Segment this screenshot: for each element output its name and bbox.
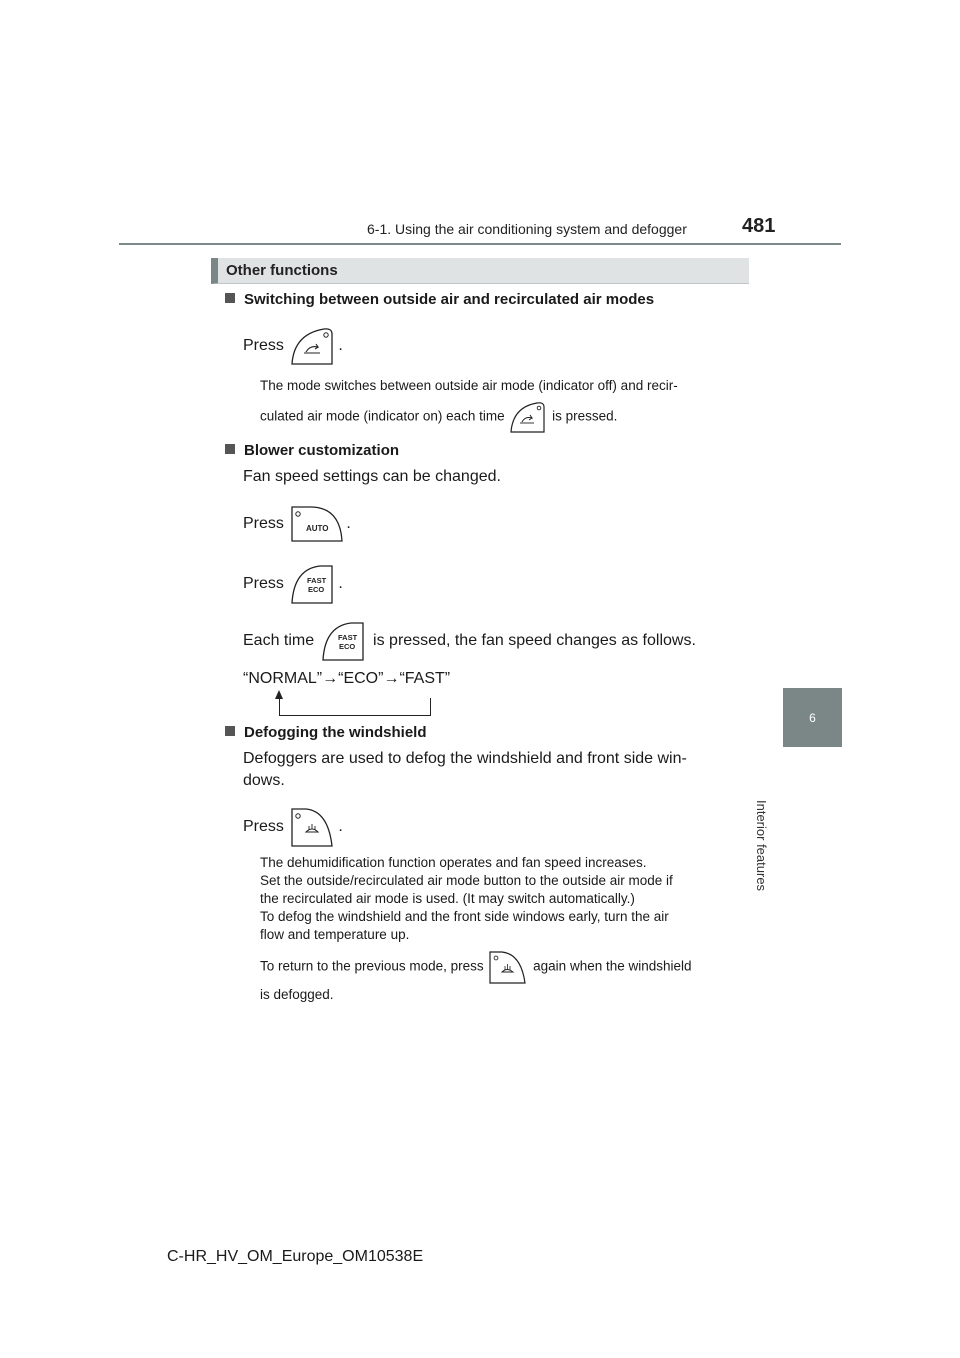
each-time-a: Each time [243,632,315,650]
recirc-note-2b: is pressed. [552,408,618,424]
press-label: Press [243,515,284,533]
section-title-bar [211,258,749,284]
period: . [338,575,343,593]
blower-press-auto [243,504,351,544]
fast-eco-button-icon-2 [319,620,369,662]
fan-speed-sequence: “NORMAL”→“ECO”→“FAST” [243,670,451,687]
defog-return-line-2: is defogged. [260,987,334,1002]
windshield-defogger-button-icon-small [487,949,529,985]
defog-intro-1: Defoggers are used to defog the windshield and front side win- [243,750,687,767]
defog-note-3: the recirculated air mode is used. (It may switch automatically.) [260,891,635,906]
section-title: Other functions [226,262,338,279]
recirc-note-2 [260,400,617,434]
eco-label: ECO [308,585,325,594]
running-header: 6-1. Using the air conditioning system and defogger [367,221,687,237]
sequence-loop-line [279,698,431,716]
defog-note-2: Set the outside/recirculated air mode button to the outside air mode if [260,873,673,888]
period: . [346,515,351,533]
defog-note-1: The dehumidification function operates and fan speed increases. [260,855,647,870]
defog-press-line [243,806,343,848]
return-b: again when the windshield [533,958,692,974]
blower-each-time [243,620,696,662]
bullet-square-icon [225,726,235,736]
blower-intro: Fan speed settings can be changed. [243,468,501,485]
header-rule [119,243,841,245]
defog-note-5: flow and temperature up. [260,927,410,942]
blower-heading [225,442,399,459]
page-number: 481 [742,215,776,237]
recirc-heading-text: Switching between outside air and recirculated air modes [244,291,655,308]
eco-label: ECO [338,642,355,651]
fast-label: FAST [307,576,327,585]
defog-intro-2: dows. [243,772,285,789]
blower-heading-text: Blower customization [244,442,400,459]
bullet-square-icon [225,293,235,303]
defog-heading-text: Defogging the windshield [244,724,427,741]
period: . [338,337,343,355]
defog-note-4: To defog the windshield and the front side windows early, turn the air [260,909,669,924]
press-label: Press [243,818,284,836]
each-time-b: is pressed, the fan speed changes as follows. [373,632,696,650]
auto-button-label: AUTO [306,524,329,533]
sequence-loop-arrow-icon [275,690,283,699]
recirc-heading [225,291,654,308]
fast-eco-button-icon [288,563,338,605]
windshield-defogger-button-icon [288,806,338,848]
defog-return-line [260,949,692,985]
bullet-square-icon [225,444,235,454]
chapter-label: Interior features [754,800,769,892]
return-a: To return to the previous mode, press [260,958,484,974]
recirculation-button-icon [288,326,338,366]
chapter-number: 6 [809,711,816,725]
blower-press-fasteco [243,563,343,605]
press-label: Press [243,337,284,355]
period: . [338,818,343,836]
press-label: Press [243,575,284,593]
auto-button-icon [288,504,346,544]
recirculation-button-icon-small [508,400,548,434]
recirc-note-1: The mode switches between outside air mode (indicator off) and recir- [260,378,678,393]
recirc-note-2a: culated air mode (indicator on) each time [260,408,505,424]
defog-heading [225,724,427,741]
chapter-tab [783,688,842,747]
document-footer: C-HR_HV_OM_Europe_OM10538E [167,1248,424,1265]
recirc-press-line [243,326,343,366]
fast-label: FAST [337,633,357,642]
